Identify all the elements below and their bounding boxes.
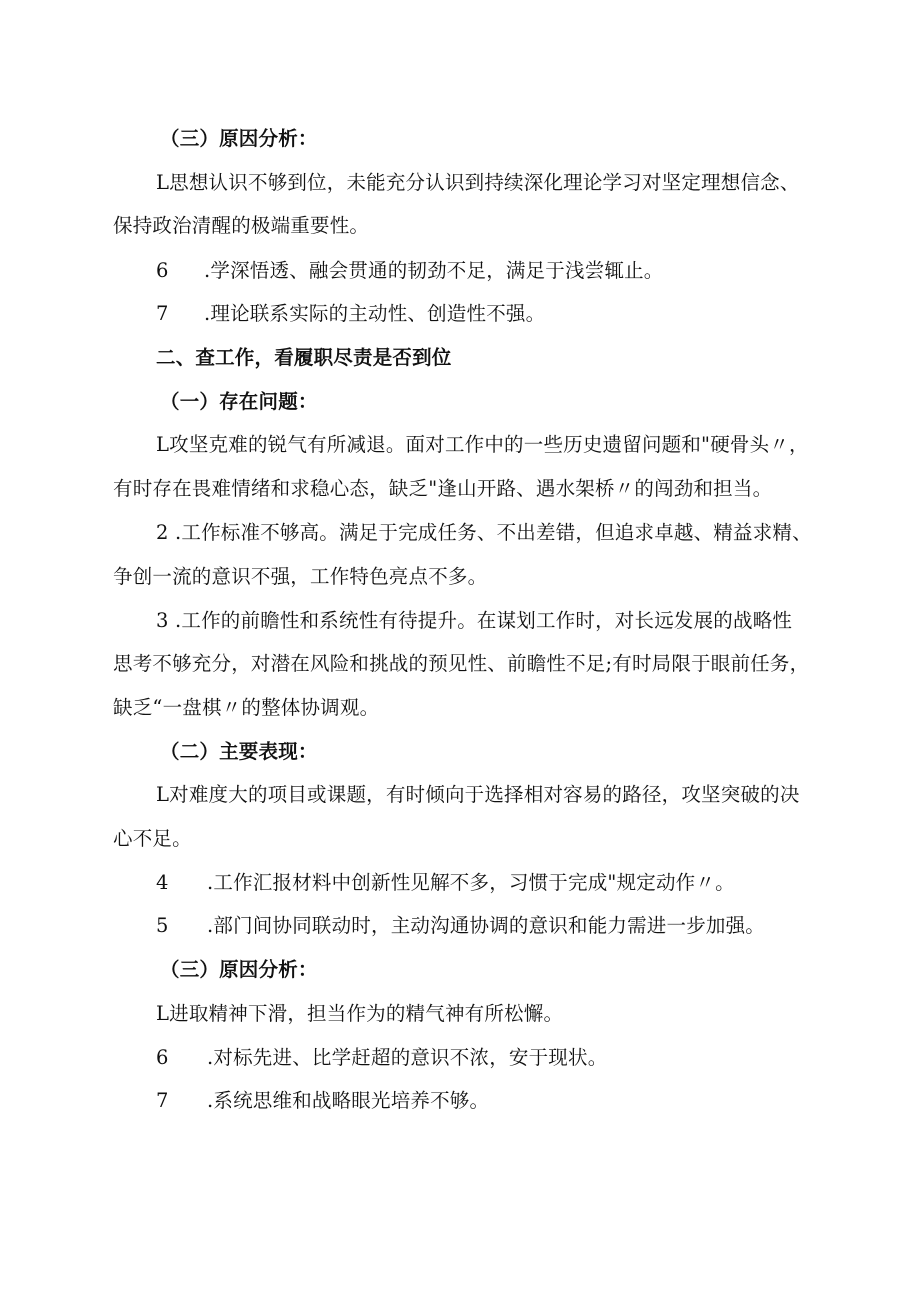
problems-heading: （一）存在问题： [160,390,318,413]
cause-item-1-line-2: 保持政治清醒的极端重要性。 [113,214,370,237]
manifestation-1-line-1: L对难度大的项目或课题，有时倾向于选择相对容易的路径，攻坚突破的决 [156,783,800,806]
manifestation-3-number: 5 [156,914,169,937]
cause-3-number: 7 [156,1089,169,1112]
cause-2-text: .对标先进、比学赶超的意识不浓，安于现状。 [207,1046,608,1069]
causes-heading: （三）原因分析： [160,958,318,981]
manifestation-2-text: .工作汇报材料中创新性见解不多，习惯于完成"规定动作〃。 [207,871,735,894]
cause-analysis-heading: （三）原因分析： [160,127,318,150]
cause-item-3-text: .理论联系实际的主动性、创造性不强。 [204,302,546,325]
cause-item-2-number: 6 [156,259,169,282]
cause-1-text: L进取精神下滑，担当作为的精气神有所松懈。 [156,1002,564,1025]
problem-1-line-1: L攻坚克难的锐气有所减退。面对工作中的一些历史遗留问题和"硬骨头〃， [156,433,809,456]
manifestation-1-line-2: 心不足。 [113,827,192,850]
problem-3-line-2: 思考不够充分，对潜在风险和挑战的预见性、前瞻性不足;有时局限于眼前任务， [113,652,810,675]
cause-2-number: 6 [156,1046,169,1069]
section-2-title: 二、查工作，看履职尽责是否到位 [156,346,452,369]
cause-item-1-line-1: L思想认识不够到位，未能充分认识到持续深化理论学习对坚定理想信念、 [156,171,800,194]
manifestation-2-number: 4 [156,871,169,894]
manifestation-3-text: .部门间协同联动时，主动沟通协调的意识和能力需进一步加强。 [207,914,765,937]
problem-2-line-2: 争创一流的意识不强，工作特色亮点不多。 [113,565,488,588]
cause-item-2-text: .学深悟透、融会贯通的韧劲不足，满足于浅尝辄止。 [204,259,664,282]
problem-3-line-1: 3 .工作的前瞻性和系统性有待提升。在谋划工作时，对长远发展的战略性 [156,609,793,632]
cause-item-3-number: 7 [156,302,169,325]
cause-3-text: .系统思维和战略眼光培养不够。 [207,1089,490,1112]
problem-3-line-3: 缺乏“一盘棋〃的整体协调观。 [113,696,380,719]
problem-1-line-2: 有时存在畏难情绪和求稳心态，缺乏"逢山开路、遇水架桥〃的闯劲和担当。 [113,477,773,500]
manifestations-heading: （二）主要表现： [160,740,318,763]
problem-2-line-1: 2 .工作标准不够高。满足于完成任务、不出差错，但追求卓越、精益求精、 [156,521,812,544]
